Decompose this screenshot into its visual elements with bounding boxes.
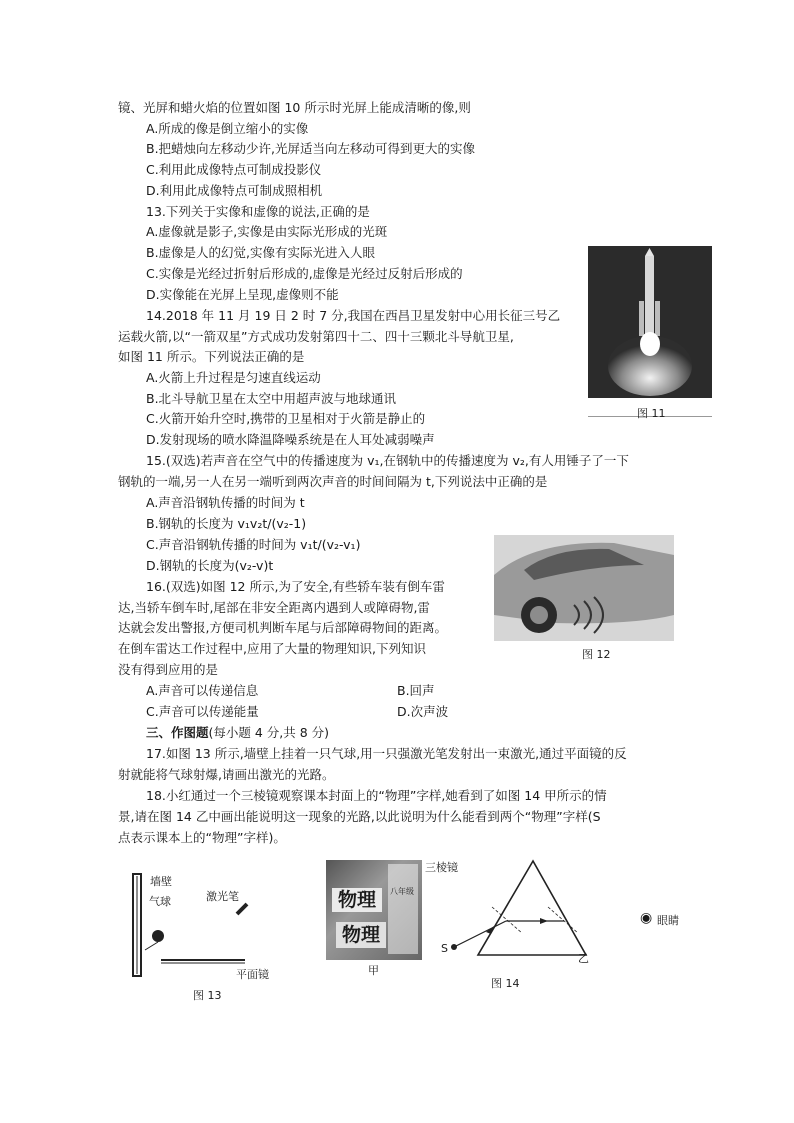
fig14-word-1: 物理	[332, 888, 382, 912]
q16-option-a: A.声音可以传递信息	[146, 683, 259, 698]
fig13-mirror-label: 平面镜	[236, 968, 269, 981]
q12-option-d: D.利用此成像特点可制成照相机	[146, 183, 323, 198]
fig14-yi-diagram	[436, 855, 636, 970]
fig14-caption: 图 14	[491, 977, 520, 990]
q14-option-b: B.北斗导航卫星在太空中用超声波与地球通讯	[146, 391, 397, 406]
fig13-diagram	[125, 870, 285, 980]
section3-title: 三、作图题	[146, 725, 209, 740]
fig13-balloon-label: 气球	[149, 895, 171, 908]
q12-option-c: C.利用此成像特点可制成投影仪	[146, 162, 322, 177]
q16-stem-3: 达就会发出警报,方便司机判断车尾与后部障碍物间的距离。	[118, 620, 447, 635]
fig14-yi-label: 乙	[578, 952, 589, 965]
q17-stem-1: 17.如图 13 所示,墙壁上挂着一只气球,用一只强激光笔发射出一束激光,通过平面镜的反	[146, 746, 627, 761]
q12-option-b: B.把蜡烛向左移动少许,光屏适当向左移动可得到更大的实像	[146, 141, 476, 156]
car-icon	[494, 535, 674, 641]
q13-option-b: B.虚像是人的幻觉,实像有实际光进入人眼	[146, 245, 376, 260]
q14-option-a: A.火箭上升过程是匀速直线运动	[146, 370, 321, 385]
eye-icon: ◉	[640, 910, 653, 926]
section3-note: (每小题 4 分,共 8 分)	[208, 725, 330, 740]
fig13-caption: 图 13	[193, 989, 222, 1002]
q16-stem-4: 在倒车雷达工作过程中,应用了大量的物理知识,下列知识	[118, 641, 426, 656]
q14-option-d: D.发射现场的喷水降温降噪系统是在人耳处减弱噪声	[146, 432, 435, 447]
balloon-icon	[152, 930, 164, 942]
q13-option-d: D.实像能在光屏上呈现,虚像则不能	[146, 287, 339, 302]
q13-stem: 13.下列关于实像和虚像的说法,正确的是	[146, 204, 370, 219]
q12-option-a: A.所成的像是倒立缩小的实像	[146, 121, 309, 136]
fig12-caption: 图 12	[582, 648, 611, 661]
q13-option-c: C.实像是光经过折射后形成的,虚像是光经过反射后形成的	[146, 266, 463, 281]
q15-option-a: A.声音沿钢轨传播的时间为 t	[146, 495, 305, 510]
q14-stem-1: 14.2018 年 11 月 19 日 2 时 7 分,我国在西昌卫星发射中心用长征三号乙	[146, 308, 561, 323]
q14-stem-2: 运载火箭,以“一箭双星”方式成功发射第四十二、四十三颗北斗导航卫星,	[118, 329, 514, 344]
car-radar-photo	[494, 535, 674, 641]
prism-icon	[478, 861, 586, 955]
q16-stem-2: 达,当轿车倒车时,尾部在非安全距离内遇到人或障碍物,雷	[118, 600, 430, 615]
fig14-s-label: S	[441, 942, 448, 955]
q18-stem-3: 点表示课本上的“物理”字样)。	[118, 830, 286, 845]
q16-stem-5: 没有得到应用的是	[118, 662, 219, 677]
fig14-eye-label: 眼睛	[657, 914, 679, 927]
q15-stem-2: 钢轨的一端,另一人在另一端听到两次声音的时间间隔为 t,下列说法中正确的是	[118, 474, 548, 489]
q16-option-c: C.声音可以传递能量	[146, 704, 259, 719]
fig13-laser-label: 激光笔	[206, 890, 239, 903]
fig14-jia-label: 甲	[368, 964, 379, 977]
q15-stem-1: 15.(双选)若声音在空气中的传播速度为 v₁,在钢轨中的传播速度为 v₂,有人用锤子了一下	[146, 453, 629, 468]
q18-stem-2: 景,请在图 14 乙中画出能说明这一现象的光路,以此说明为什么能看到两个“物理”字样(S	[118, 809, 601, 824]
section3-heading	[146, 724, 329, 742]
fig14-word-2: 物理	[336, 922, 386, 948]
fig13-wall-label: 墙壁	[150, 875, 172, 888]
q18-stem-1: 18.小红通过一个三棱镜观察课本封面上的“物理”字样,她看到了如图 14 甲所示的情	[146, 788, 607, 803]
line-intro: 镜、光屏和蜡火焰的位置如图 10 所示时光屏上能成清晰的像,则	[118, 100, 471, 115]
fig11-caption: 图 11	[637, 407, 666, 420]
laser-pen-icon	[237, 904, 247, 914]
q16-option-d: D.次声波	[397, 704, 449, 719]
q17-stem-2: 射就能将气球射爆,请画出激光的光路。	[118, 767, 335, 782]
q15-option-b: B.钢轨的长度为 v₁v₂t/(v₂-1)	[146, 516, 307, 531]
q15-option-c: C.声音沿钢轨传播的时间为 v₁t/(v₂-v₁)	[146, 537, 361, 552]
q15-option-d: D.钢轨的长度为(v₂-v)t	[146, 558, 274, 573]
q14-stem-3: 如图 11 所示。下列说法正确的是	[118, 349, 305, 364]
q14-option-c: C.火箭开始升空时,携带的卫星相对于火箭是静止的	[146, 411, 426, 426]
q13-option-a: A.虚像就是影子,实像是由实际光形成的光斑	[146, 224, 388, 239]
rocket-launch-photo	[588, 246, 712, 398]
fig14-prism-label: 三棱镜	[425, 861, 458, 874]
q16-stem-1: 16.(双选)如图 12 所示,为了安全,有些轿车装有倒车雷	[146, 579, 445, 594]
fig14-jia-photo	[326, 860, 422, 960]
q16-option-b: B.回声	[397, 683, 435, 698]
fig14-book-label: 八年级	[390, 887, 414, 896]
rocket-icon	[588, 246, 712, 398]
